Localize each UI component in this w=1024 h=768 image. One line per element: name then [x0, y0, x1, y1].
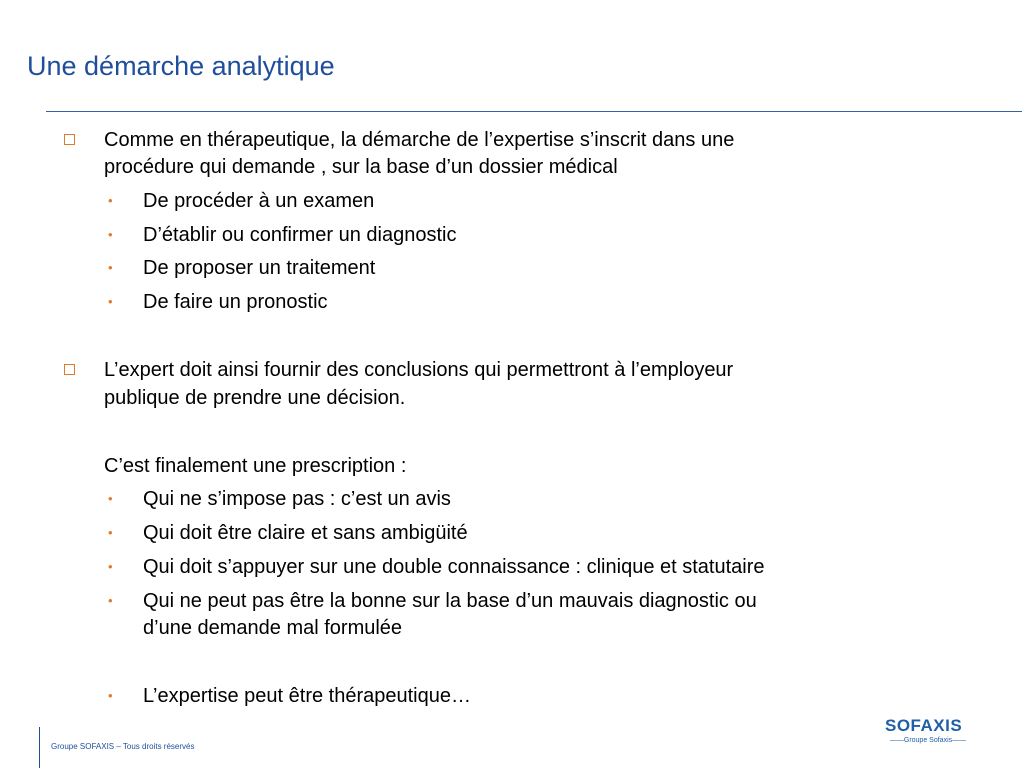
bullet-item: Qui doit s’appuyer sur une double connaissance : clinique et statutaire	[143, 556, 765, 578]
bullet-item: L’expertise peut être thérapeutique…	[143, 685, 471, 707]
logo-tagline	[885, 737, 971, 744]
bullet-dot-icon: •	[108, 525, 113, 540]
section-1-line-2: procédure qui demande , sur la base d’un dossier médical	[104, 156, 618, 178]
bullet-item: De proposer un traitement	[143, 257, 376, 279]
slide-title: Une démarche analytique	[27, 51, 335, 81]
bullet-item-continuation: d’une demande mal formulée	[143, 617, 403, 639]
bullet-dot-icon: •	[108, 688, 113, 703]
bullet-item: Qui ne peut pas être la bonne sur la base d’un mauvais diagnostic ou	[143, 590, 757, 612]
bullet-item: Qui ne s’impose pas : c’est un avis	[143, 488, 451, 510]
section-2-line-1: L’expert doit ainsi fournir des conclusions qui permettront à l’employeur	[104, 359, 734, 381]
footer-copyright: Groupe SOFAXIS – Tous droits réservés	[51, 742, 195, 751]
bullet-item: De faire un pronostic	[143, 291, 328, 313]
bullet-dot-icon: •	[108, 559, 113, 574]
bullet-dot-icon: •	[108, 227, 113, 242]
hollow-square-icon	[64, 134, 75, 145]
footer-divider	[39, 727, 40, 768]
bullet-dot-icon: •	[108, 260, 113, 275]
bullet-dot-icon: •	[108, 294, 113, 309]
logo-tagline-text: Groupe Sofaxis	[903, 737, 953, 744]
section-2-line-2: publique de prendre une décision.	[104, 387, 406, 409]
hollow-square-icon	[64, 364, 75, 375]
section-1-line-1: Comme en thérapeutique, la démarche de l’expertise s’inscrit dans une	[104, 129, 735, 151]
logo-line-left: ——	[889, 737, 904, 744]
section-2-lead: C’est finalement une prescription :	[104, 455, 407, 477]
logo-name: SOFAXIS	[885, 716, 963, 735]
bullet-dot-icon: •	[108, 593, 113, 608]
bullet-item: De procéder à un examen	[143, 190, 375, 212]
bullet-dot-icon: •	[108, 491, 113, 506]
bullet-dot-icon: •	[108, 193, 113, 208]
bullet-item: Qui doit être claire et sans ambigüité	[143, 522, 468, 544]
sofaxis-logo	[885, 716, 975, 750]
bullet-item: D’établir ou confirmer un diagnostic	[143, 224, 457, 246]
title-divider	[46, 111, 1022, 112]
logo-line-right: ——	[952, 737, 967, 744]
